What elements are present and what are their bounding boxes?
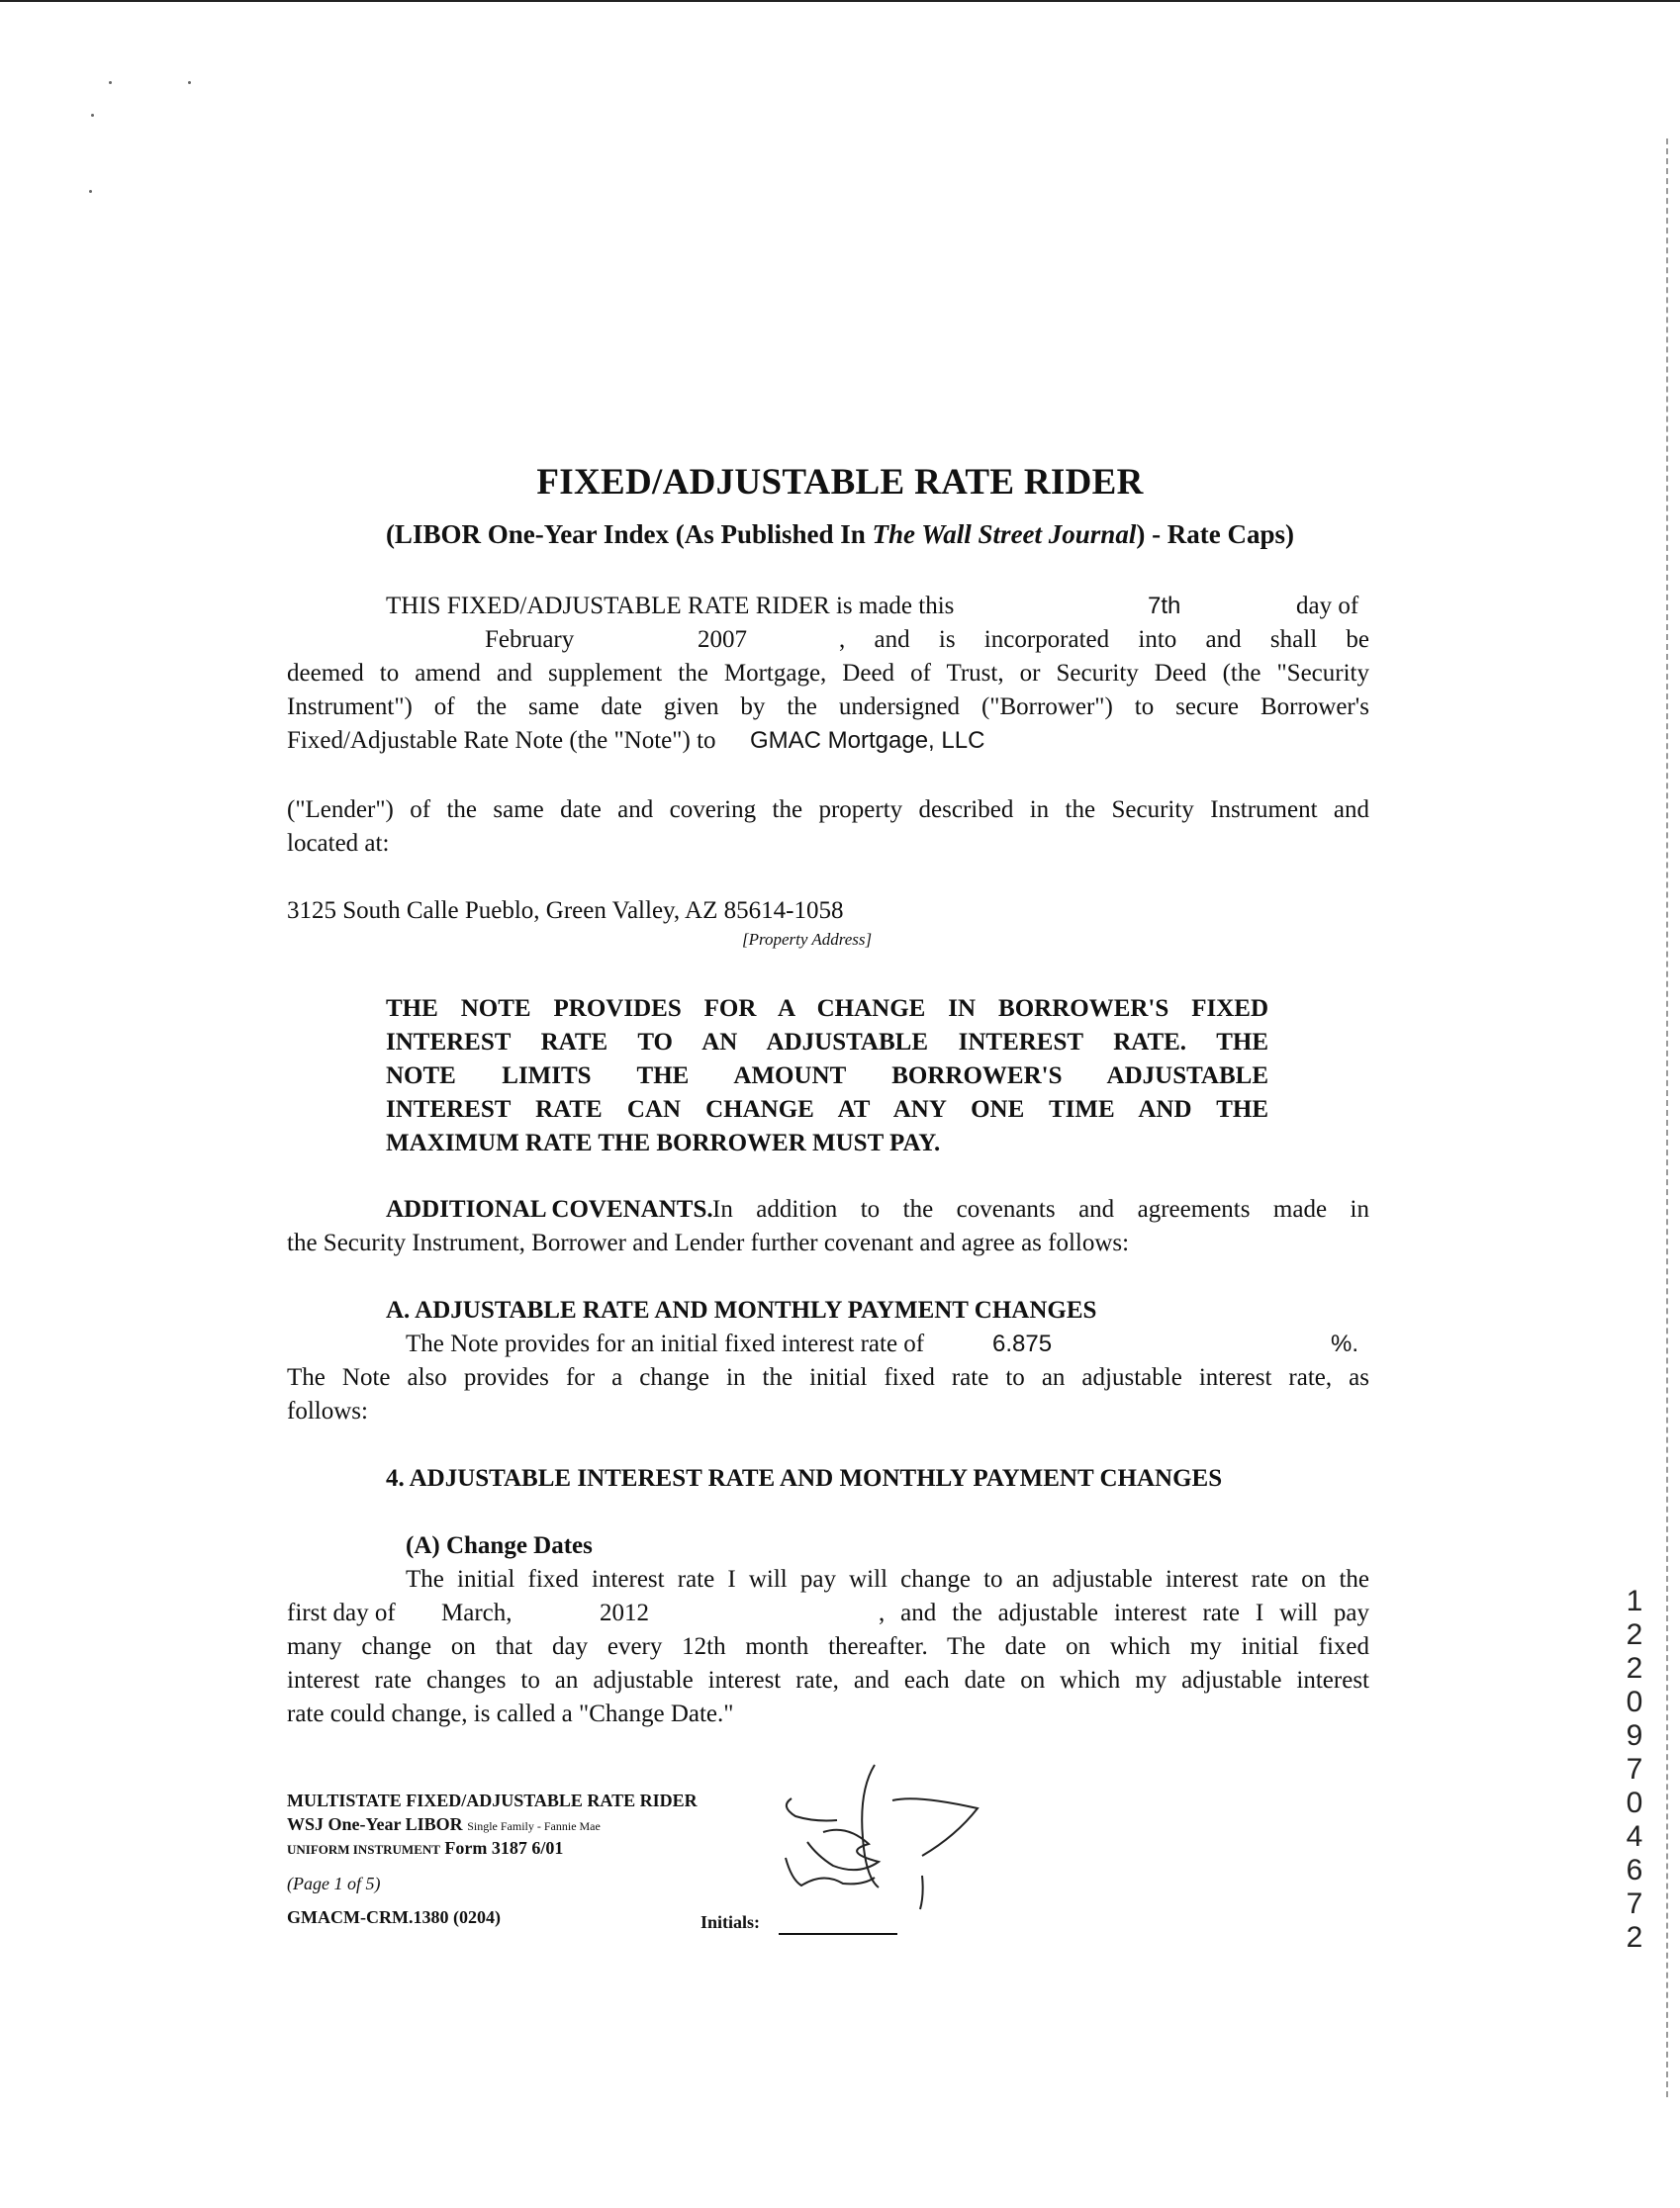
- footer-line3: [287, 1836, 563, 1862]
- stamp-digit: 2: [1626, 1652, 1643, 1685]
- footer-index-name: WSJ One-Year LIBOR: [287, 1814, 463, 1834]
- stamp-digit: 6: [1626, 1854, 1643, 1886]
- stamp-digit: 2: [1626, 1618, 1643, 1651]
- footer-page-number: (Page 1 of 5): [287, 1874, 381, 1893]
- section-4-line2-lead: first day of: [287, 1600, 396, 1626]
- section-a-heading: A. ADJUSTABLE RATE AND MONTHLY PAYMENT CHANGES: [386, 1297, 1097, 1324]
- notice-line: MAXIMUM RATE THE BORROWER MUST PAY.: [386, 1130, 941, 1156]
- footer-family: Single Family - Fannie Mae: [467, 1819, 601, 1833]
- intro-lead: THIS FIXED/ADJUSTABLE RATE RIDER is made this: [386, 593, 955, 619]
- scan-speck: [91, 114, 94, 117]
- section-4-line5: rate could change, is called a "Change Date.": [287, 1701, 734, 1727]
- footer-form-title: MULTISTATE FIXED/ADJUSTABLE RATE RIDER: [287, 1791, 698, 1810]
- intro-line6: ("Lender") of the same date and covering the property described in the Security Instrument and: [287, 796, 1369, 823]
- property-address-label: [Property Address]: [742, 930, 873, 949]
- notice-line: INTEREST RATE TO AN ADJUSTABLE INTEREST RATE. THE: [386, 1029, 1268, 1056]
- subtitle-post: ) - Rate Caps): [1136, 519, 1295, 549]
- scan-top-edge: [0, 0, 1680, 2]
- section-a-line3: follows:: [287, 1398, 368, 1425]
- notice-line: THE NOTE PROVIDES FOR A CHANGE IN BORROWER'S FIXED: [386, 995, 1268, 1022]
- intro-line4: Instrument") of the same date given by the undersigned ("Borrower") to secure Borrower's: [287, 693, 1369, 720]
- subtitle-journal: The Wall Street Journal: [872, 519, 1137, 549]
- intro-day-value: 7th: [1148, 593, 1181, 619]
- intro-year-value: 2007: [698, 626, 747, 653]
- scan-speck: [89, 190, 92, 193]
- section-4-line1: The initial fixed interest rate I will pay will change to an adjustable interest rate on the: [406, 1566, 1369, 1593]
- document-subtitle: [0, 519, 1680, 550]
- change-month-value: March,: [441, 1600, 513, 1626]
- intro-line2-rest: , and is incorporated into and shall be: [839, 626, 1369, 653]
- covenants-heading: ADDITIONAL COVENANTS.: [386, 1196, 713, 1223]
- stamp-digit: 1: [1626, 1585, 1643, 1617]
- stamp-digit: 4: [1626, 1820, 1643, 1853]
- intro-line7: located at:: [287, 830, 390, 857]
- stamp-digit: 0: [1626, 1686, 1643, 1718]
- property-address: 3125 South Calle Pueblo, Green Valley, AZ 85614-1058: [287, 897, 844, 924]
- intro-day-of: day of: [1296, 593, 1359, 619]
- handwritten-initials-signature: [772, 1761, 1009, 1939]
- footer-uniform: UNIFORM INSTRUMENT: [287, 1842, 440, 1857]
- section-4-line2-rest: , and the adjustable interest rate I will pay: [879, 1600, 1369, 1626]
- intro-line5-lead: Fixed/Adjustable Rate Note (the "Note") to: [287, 727, 716, 754]
- notice-block: [386, 992, 1268, 1160]
- change-dates-heading: (A) Change Dates: [406, 1532, 593, 1559]
- stamp-digit: 0: [1626, 1787, 1643, 1819]
- percent-sign: %.: [1331, 1331, 1359, 1357]
- covenants-line1: In addition to the covenants and agreements made in: [712, 1196, 1369, 1223]
- section-4-heading: 4. ADJUSTABLE INTEREST RATE AND MONTHLY PAYMENT CHANGES: [386, 1465, 1223, 1492]
- stamp-digit: 9: [1626, 1719, 1643, 1752]
- section-a-rate-lead: The Note provides for an initial fixed interest rate of: [406, 1331, 925, 1357]
- stamp-digit: 2: [1626, 1921, 1643, 1954]
- footer-form-code: GMACM-CRM.1380 (0204): [287, 1907, 501, 1927]
- stamp-digit: 7: [1626, 1887, 1643, 1920]
- notice-line: INTEREST RATE CAN CHANGE AT ANY ONE TIME AND THE: [386, 1096, 1268, 1123]
- document-title: FIXED/ADJUSTABLE RATE RIDER: [536, 462, 1144, 503]
- initials-label: Initials:: [700, 1912, 761, 1932]
- covenants-line2: the Security Instrument, Borrower and Lender further covenant and agree as follows:: [287, 1230, 1130, 1256]
- margin-stamp-number: [1615, 1585, 1654, 1955]
- footer-form-number: Form 3187 6/01: [444, 1838, 564, 1858]
- lender-name: GMAC Mortgage, LLC: [750, 727, 985, 754]
- change-year-value: 2012: [600, 1600, 649, 1626]
- intro-month-value: February: [485, 626, 575, 653]
- scan-speck: [188, 81, 191, 84]
- section-a-line2: The Note also provides for a change in the initial fixed rate to an adjustable interest rate, as: [287, 1364, 1369, 1391]
- subtitle-pre: (LIBOR One-Year Index (As Published In: [385, 519, 873, 549]
- scan-right-edge: [1666, 138, 1669, 2097]
- notice-line: NOTE LIMITS THE AMOUNT BORROWER'S ADJUSTABLE: [386, 1062, 1268, 1089]
- intro-line3: deemed to amend and supplement the Mortgage, Deed of Trust, or Security Deed (the "Security: [287, 660, 1369, 687]
- section-4-line4: interest rate changes to an adjustable interest rate, and each date on which my adjustable interest: [287, 1667, 1369, 1694]
- stamp-digit: 7: [1626, 1753, 1643, 1786]
- scan-speck: [109, 81, 112, 84]
- footer-line2: [287, 1812, 601, 1838]
- initial-rate-value: 6.875: [992, 1331, 1053, 1357]
- section-4-line3: many change on that day every 12th month thereafter. The date on which my initial fixed: [287, 1633, 1369, 1660]
